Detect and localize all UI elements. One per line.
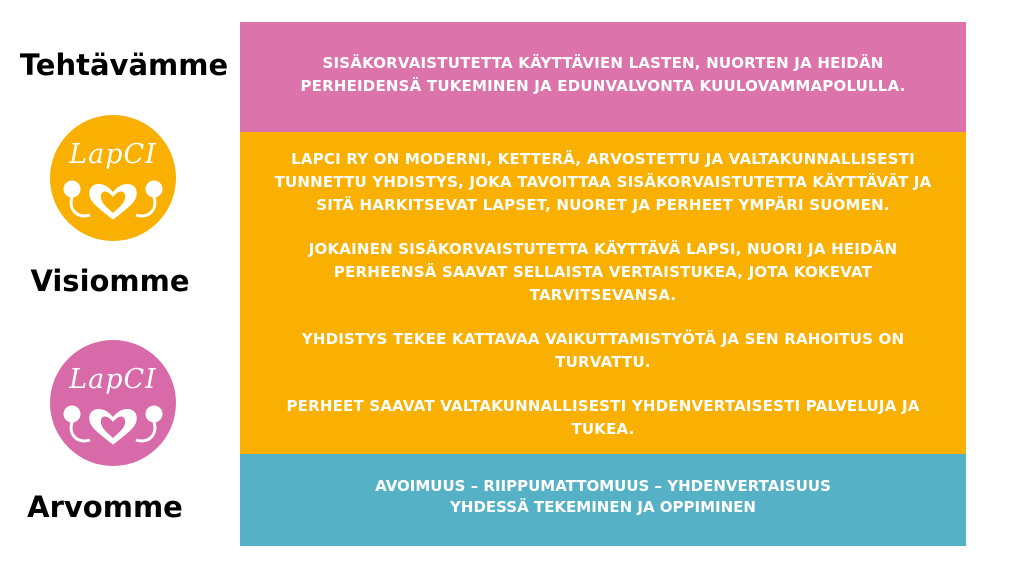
- values-heading: Arvomme: [27, 490, 183, 524]
- heart-earbuds-icon: [50, 115, 176, 241]
- lapci-logo-pink: [50, 340, 176, 466]
- vision-heading: Visiomme: [30, 264, 190, 298]
- mission-panel: [240, 22, 966, 132]
- values-line: YHDESSÄ TEKEMINEN JA OPPIMINEN: [450, 498, 756, 516]
- vision-paragraph: YHDISTYS TEKEE KATTAVAA VAIKUTTAMISTYÖTÄ JA SEN RAHOITUS ON TURVATTU.: [301, 330, 905, 371]
- mission-text: SISÄKORVAISTUTETTA KÄYTTÄVIEN LASTEN, NUORTEN JA HEIDÄN PERHEIDENSÄ TUKEMINEN JA EDUNVALVONTA KUULOVAMMAPOLULLA.: [300, 54, 906, 95]
- vision-paragraph: JOKAINEN SISÄKORVAISTUTETTA KÄYTTÄVÄ LAPSI, NUORI JA HEIDÄN PERHEENSÄ SAAVAT SELLAISTA VERTAISTUKEA, JOTA KOKEVAT TARVITSEVANSA.: [308, 240, 898, 304]
- vision-paragraph: LAPCI RY ON MODERNI, KETTERÄ, ARVOSTETTU JA VALTAKUNNALLISESTI TUNNETTU YHDISTYS, JOKA TAVOITTAA SISÄKORVAISTUTETTA KÄYTTÄVÄT JA SITÄ HARKITSEVAT LAPSET, NUORET JA PERHEET YMPÄRI SUOMEN.: [274, 150, 932, 214]
- mission-heading: Tehtävämme: [19, 48, 229, 82]
- lapci-logo-yellow: [50, 115, 176, 241]
- vision-panel: [240, 132, 966, 454]
- values-line: AVOIMUUS – RIIPPUMATTOMUUS – YHDENVERTAISUUS: [375, 477, 831, 495]
- vision-paragraph: PERHEET SAAVAT VALTAKUNNALLISESTI YHDENVERTAISESTI PALVELUJA JA TUKEA.: [286, 397, 920, 438]
- heart-earbuds-icon: [50, 340, 176, 466]
- values-panel: [240, 454, 966, 546]
- logo-text: LapCI: [69, 364, 157, 395]
- logo-text: LapCI: [69, 139, 157, 170]
